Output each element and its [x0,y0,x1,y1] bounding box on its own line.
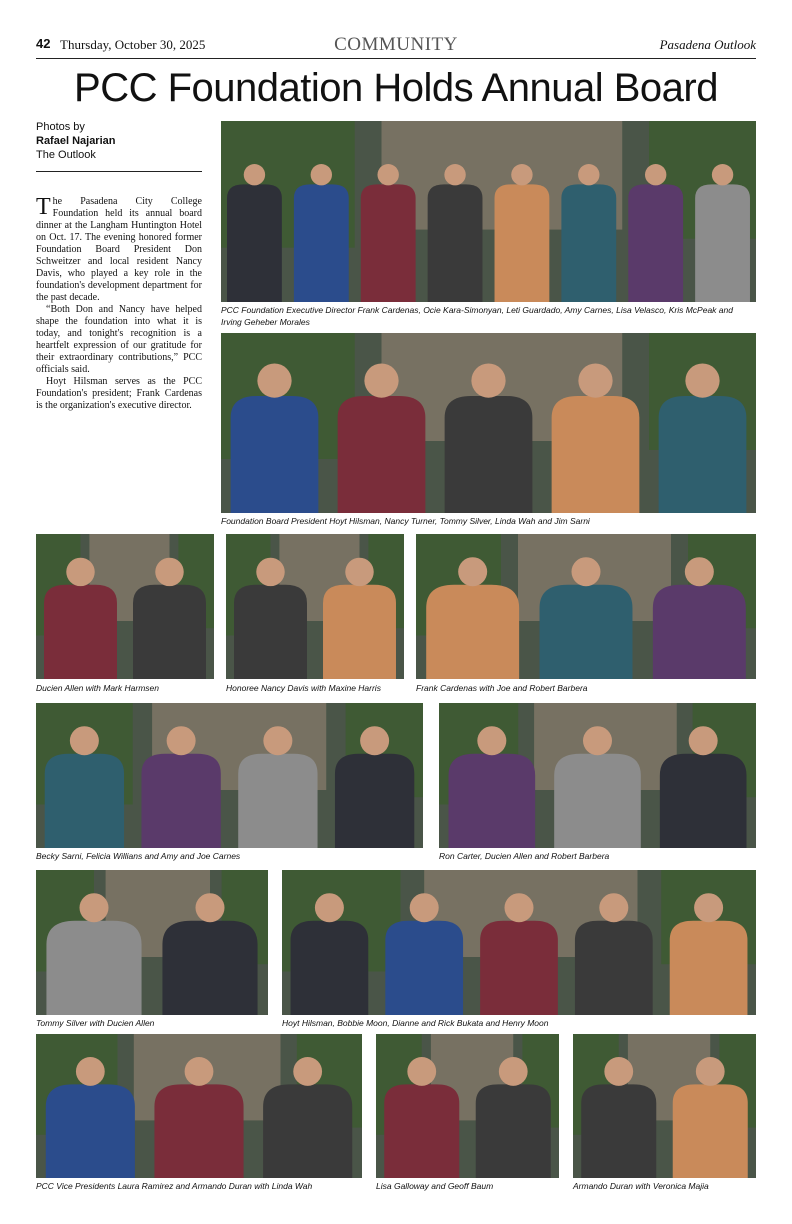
photo-caption: Ron Carter, Ducien Allen and Robert Barbera [439,851,610,861]
photo-caption: Frank Cardenas with Joe and Robert Barbera [416,683,588,693]
article-paragraph: The Pasadena City College Foundation held its annual board dinner at the Langham Huntington Hotel on Oct. 17. The evening honored former Foundation Board President Don Schweitzer and local resident Nancy Davis, who played a key role in the foundation's development department for the past decade. [36,194,202,303]
person-head [256,558,284,586]
person-silhouette [540,585,633,679]
person-head [364,363,398,397]
header-rule [36,58,756,59]
person-head [407,1057,436,1086]
article-paragraph: “Both Don and Nancy have helped shape the foundation into what it is today, and tonight's recognition is a heartfelt expression of our gratitude for their extraordinary contributions,” PCC officials said. [36,304,202,375]
person-head [80,893,109,922]
photo-caption: Tommy Silver with Ducien Allen [36,1018,155,1028]
person-head [689,726,718,755]
person-head [263,726,292,755]
person-head [315,893,344,922]
person-silhouette [575,921,653,1015]
page-header [36,34,756,56]
person-silhouette [263,1084,352,1178]
person-head [444,164,465,185]
person-silhouette [46,921,141,1015]
person-silhouette [234,585,307,679]
person-silhouette [384,1084,459,1178]
person-head [694,893,723,922]
photo-caption: Ducien Allen with Mark Harmsen [36,683,159,693]
photo-caption: Hoyt Hilsman, Bobbie Moon, Dianne and Rick Bukata and Henry Moon [282,1018,549,1028]
photo-5 [416,534,756,679]
person-silhouette [133,585,206,679]
person-silhouette [45,754,124,848]
person-silhouette [659,396,747,513]
person-head [477,726,506,755]
person-head [155,558,183,586]
photo-2 [221,333,756,513]
photo-credit [36,120,115,162]
person-head [167,726,196,755]
person-head [196,893,225,922]
person-silhouette [238,754,317,848]
person-silhouette [449,754,536,848]
person-silhouette [385,921,463,1015]
credit-label: Photos by [36,121,85,133]
photo-caption: Foundation Board President Hoyt Hilsman, Nancy Turner, Tommy Silver, Linda Wah and Jim Sarni [221,516,590,526]
issue-date: Thursday, October 30, 2025 [60,37,206,52]
credit-rule [36,171,202,172]
person-silhouette [552,396,640,513]
person-head [76,1057,105,1086]
person-silhouette [335,754,414,848]
headline: PCC Foundation Holds Annual Board [74,66,718,110]
photo-caption: Lisa Galloway and Geoff Baum [376,1181,494,1191]
person-head [410,893,439,922]
person-head [696,1057,725,1086]
person-head [185,1057,214,1086]
person-silhouette [46,1084,135,1178]
person-silhouette [162,921,257,1015]
person-head [458,557,487,586]
photo-caption: Becky Sarni, Felicia Willians and Amy and Joe Carnes [36,851,241,861]
person-silhouette [291,921,369,1015]
person-silhouette [445,396,533,513]
person-head [293,1057,322,1086]
person-silhouette [428,184,483,302]
section-name: COMMUNITY [334,34,458,55]
person-silhouette [476,1084,551,1178]
drop-cap: T [36,194,51,220]
person-head [257,363,291,397]
credit-outlet: The Outlook [36,149,96,161]
page-number: 42 [36,36,51,51]
person-silhouette [561,184,616,302]
photo-9 [282,870,756,1015]
person-silhouette [660,754,747,848]
photo-8 [36,870,268,1015]
photo-7 [439,703,756,848]
person-head [685,557,714,586]
person-head [572,557,601,586]
photo-10 [36,1034,362,1178]
person-head [244,164,265,185]
person-head [360,726,389,755]
person-silhouette [141,754,220,848]
person-head [471,363,505,397]
person-silhouette [323,585,396,679]
person-silhouette [673,1084,748,1178]
person-head [599,893,628,922]
person-head [578,363,612,397]
person-silhouette [231,396,319,513]
person-silhouette [495,184,550,302]
person-silhouette [44,585,117,679]
person-silhouette [670,921,748,1015]
photo-1 [221,121,756,302]
person-silhouette [695,184,750,302]
photographer-name: Rafael Najarian [36,135,116,147]
person-head [712,164,733,185]
person-head [70,726,99,755]
person-silhouette [628,184,683,302]
person-head [377,164,398,185]
person-silhouette [227,184,282,302]
person-silhouette [653,585,746,679]
person-head [66,558,94,586]
person-head [505,893,534,922]
person-head [604,1057,633,1086]
person-head [645,164,666,185]
person-head [583,726,612,755]
article-body [36,196,202,412]
photo-4 [226,534,404,679]
photo-caption: PCC Foundation Executive Director Frank Cardenas, Ocie Kara-Simonyan, Leti Guardado, Amy Carnes, Lisa Velasco, Kris McPeak and Irving Geheber Morales [221,305,733,327]
person-silhouette [554,754,641,848]
article-paragraph: Hoyt Hilsman serves as the PCC Foundation's president; Frank Cardenas is the organization's executive director. [36,376,202,411]
publication-name: Pasadena Outlook [659,37,756,52]
photo-caption: Armando Duran with Veronica Majia [573,1181,709,1191]
photo-12 [573,1034,756,1178]
person-silhouette [581,1084,656,1178]
photo-6 [36,703,423,848]
person-head [311,164,332,185]
photo-11 [376,1034,559,1178]
person-silhouette [294,184,349,302]
person-head [685,363,719,397]
person-silhouette [338,396,426,513]
person-head [345,558,373,586]
person-silhouette [480,921,558,1015]
photo-caption: PCC Vice Presidents Laura Ramirez and Armando Duran with Linda Wah [36,1181,313,1191]
photo-caption: Honoree Nancy Davis with Maxine Harris [226,683,381,693]
person-head [499,1057,528,1086]
person-silhouette [426,585,519,679]
photo-3 [36,534,214,679]
person-head [511,164,532,185]
person-head [578,164,599,185]
person-silhouette [361,184,416,302]
person-silhouette [154,1084,243,1178]
